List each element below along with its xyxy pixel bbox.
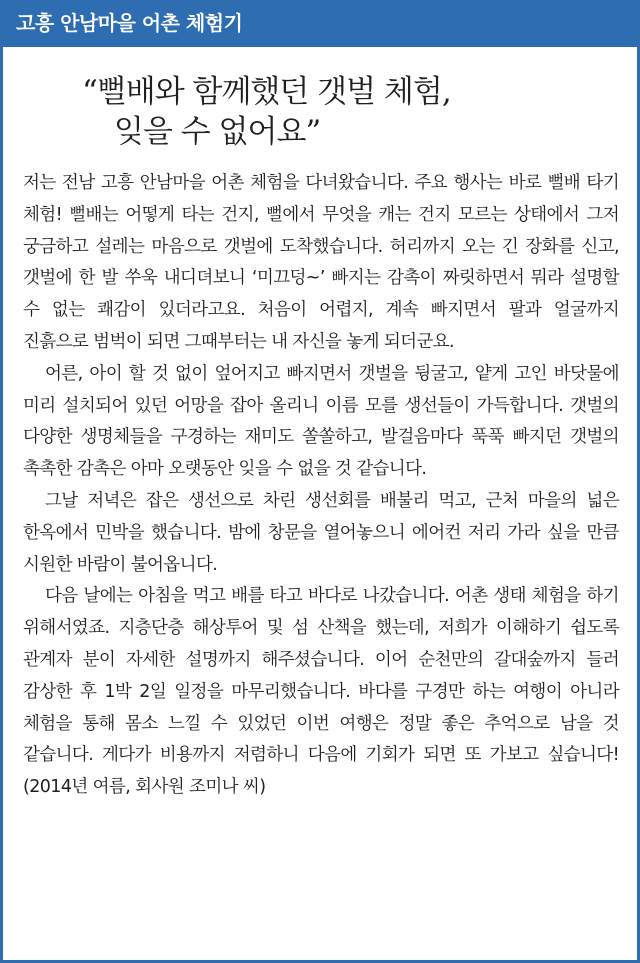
headline-line-1: “뻘배와 함께했던 갯벌 체험, [82, 74, 451, 110]
paragraph-3: 그날 저녁은 잡은 생선으로 차린 생선회를 배불리 먹고, 근처 마을의 넓은 한옥에서 민박을 했습니다. 밤에 창문을 열어놓으니 에어컨 저리 가라 싶을 만큼 시원한 바람이 불어옵니다. [23, 490, 619, 575]
headline-line-2: 잊을 수 없어요” [114, 114, 321, 150]
article-body [23, 168, 619, 804]
page-title: 고흥 안남마을 어촌 체험기 [16, 11, 243, 35]
paragraph-2: 어른, 아이 할 것 없이 엎어지고 빠지면서 갯벌을 뒹굴고, 얕게 고인 바닷물에 미리 설치되어 있던 어망을 잡아 올리니 이름 모를 생선들이 가득합니다. 갯벌의 다양한 생명체들을 구경하는 재미도 쏠쏠하고, 발걸음마다 푹푹 빠지던 갯벌의 촉촉한 감촉은 아마 오랫동안 잊을 수 없을 것 같습니다. [23, 363, 619, 480]
header-bar [0, 0, 640, 47]
paragraph-1: 저는 전남 고흥 안남마을 어촌 체험을 다녀왔습니다. 주요 행사는 바로 뻘배 타기 체험! 뻘배는 어떻게 타는 건지, 뻘에서 무엇을 캐는 건지 모르는 상태에서 그저 궁금하고 설레는 마음으로 갯벌에 도착했습니다. 허리까지 오는 긴 장화를 신고, 갯벌에 한 발 쑤욱 내디뎌보니 ‘미끄덩~’ 빠지는 감촉이 짜릿하면서 뭐라 설명할 수 없는 쾌감이 있더라고요. 처음이 어렵지, 계속 빠지면서 팔과 얼굴까지 진흙으로 범벅이 되면 그때부터는 내 자신을 놓게 되더군요. [23, 173, 619, 352]
paragraph-4: 다음 날에는 아침을 먹고 배를 타고 바다로 나갔습니다. 어촌 생태 체험을 하기 위해서였죠. 지층단층 해상투어 및 섬 산책을 했는데, 저희가 이해하기 쉽도록 관계자 분이 자세한 설명까지 해주셨습니다. 이어 순천만의 갈대숲까지 들러 감상한 후 1박 2일 일정을 마무리했습니다. 바다를 구경만 하는 여행이 아니라 체험을 통해 몸소 느낄 수 있었던 이번 여행은 정말 좋은 추억으로 남을 것 같습니다. 게다가 비용까지 저렴하니 다음에 기회가 되면 또 가보고 싶습니다! (2014년 여름, 회사원 조미나 씨) [23, 586, 619, 798]
article-headline [82, 72, 602, 152]
